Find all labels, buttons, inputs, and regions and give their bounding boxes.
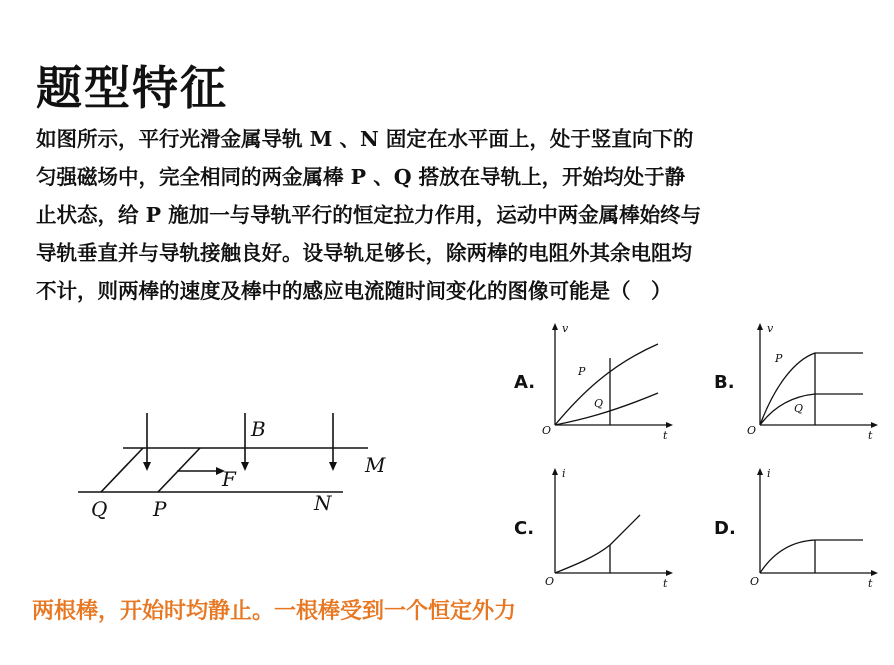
- curve-label-p: P: [775, 352, 783, 365]
- problem-line: 如图所示，平行光滑金属导轨 M 、N 固定在水平面上，处于竖直向下的: [36, 127, 694, 151]
- x-axis-label: t: [868, 577, 873, 590]
- problem-line: 不计，则两棒的速度及棒中的感应电流随时间变化的图像可能是（ ）: [36, 279, 672, 303]
- problem-text: [36, 120, 888, 310]
- option-d-graph: [745, 465, 880, 590]
- curve-p: [555, 344, 658, 425]
- rail-label-m: M: [365, 453, 386, 477]
- curve-label-q: Q: [594, 397, 604, 410]
- field-arrowhead: [143, 462, 151, 471]
- origin-label: O: [750, 575, 760, 588]
- force-label: F: [222, 467, 236, 491]
- field-label: B: [251, 417, 266, 441]
- option-a-graph: [540, 320, 675, 445]
- problem-line: 导轨垂直并与导轨接触良好。设导轨足够长，除两棒的电阻外其余电阻均: [36, 241, 692, 265]
- option-c-graph: [540, 465, 675, 590]
- rod-label-q: Q: [91, 497, 108, 521]
- rod-q: [101, 448, 143, 492]
- curve-i: [555, 515, 640, 573]
- curve-label-p: P: [578, 365, 586, 378]
- problem-line: 止状态，给 P 施加一与导轨平行的恒定拉力作用，运动中两金属棒始终与: [36, 203, 702, 227]
- page-title: 题型特征: [36, 61, 228, 115]
- option-c-label: C.: [514, 518, 535, 539]
- y-axis-label: v: [562, 322, 569, 335]
- problem-line: 匀强磁场中，完全相同的两金属棒 P 、Q 搭放在导轨上，开始均处于静: [36, 165, 686, 189]
- rod-label-p: P: [153, 497, 167, 521]
- curve-q: [760, 394, 863, 425]
- field-arrowhead: [329, 462, 337, 471]
- x-axis-label: t: [663, 577, 668, 590]
- option-a-label: A.: [514, 372, 536, 393]
- y-axis-label: i: [562, 467, 566, 480]
- rail-label-n: N: [314, 491, 332, 515]
- summary-note: 两根棒，开始时均静止。一根棒受到一个恒定外力: [32, 599, 517, 624]
- y-axis-label: v: [767, 322, 774, 335]
- y-axis-label: i: [767, 467, 771, 480]
- curve-i: [760, 540, 863, 573]
- curve-label-q: Q: [794, 402, 804, 415]
- rail-diagram: [70, 405, 400, 525]
- origin-label: O: [747, 424, 757, 437]
- field-arrowhead: [241, 462, 249, 471]
- x-axis-label: t: [868, 429, 873, 442]
- origin-label: O: [545, 575, 555, 588]
- curve-q: [555, 393, 658, 425]
- option-d-label: D.: [714, 518, 736, 539]
- option-b-label: B.: [714, 372, 735, 393]
- x-axis-label: t: [663, 429, 668, 442]
- origin-label: O: [542, 424, 552, 437]
- option-b-graph: [745, 320, 880, 445]
- rod-p: [158, 448, 200, 492]
